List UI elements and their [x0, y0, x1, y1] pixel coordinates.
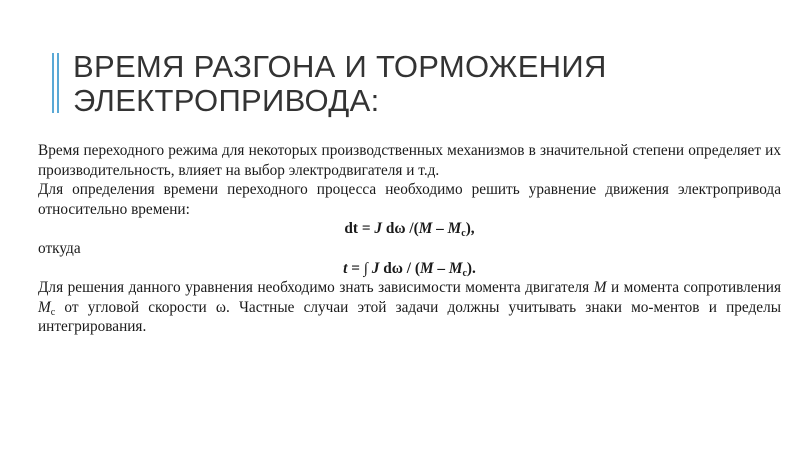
paragraph-text: и момента сопротивления: [606, 279, 781, 297]
formula-text: dt: [344, 220, 358, 238]
accent-bar: [52, 53, 54, 113]
formula-symbol-t: t: [343, 259, 348, 277]
formula-text: ).: [466, 259, 476, 277]
paragraph-text: от угловой скорости ω. Частные случаи этой задачи должны учитывать знаки мо-ментов и пределы интегрирования.: [38, 298, 781, 336]
formula-symbol-J: J: [371, 259, 380, 277]
formula-symbol-M: M: [419, 259, 434, 277]
paragraph-intro: Время переходного режима для некоторых производственных механизмов в значительной степени определяет их производительность, влияет на выбор электродвигателя и т.д.: [38, 142, 781, 179]
formula-text: ),: [465, 220, 475, 238]
paragraph-method: Для определения времени переходного процесса необходимо решить уравнение движения электропривода относительно времени:: [38, 181, 781, 218]
formula-text: dω / (: [379, 259, 420, 277]
formula-symbol-Mc: M: [447, 220, 462, 238]
paragraph-solution: [38, 278, 781, 337]
title-accent-bars: [52, 53, 60, 113]
formula-symbol-M: M: [418, 220, 433, 238]
symbol-subscript: c: [50, 306, 56, 318]
formula-dt: [38, 219, 781, 239]
formula-text: =: [358, 220, 375, 238]
formula-subscript: c: [461, 228, 466, 240]
formula-text: –: [432, 220, 448, 238]
symbol-M: M: [593, 279, 607, 297]
formula-symbol-J: J: [374, 220, 383, 238]
accent-bar: [57, 53, 59, 113]
formula-text: dω /(: [382, 220, 419, 238]
word-otkuda: откуда: [38, 239, 81, 257]
formula-symbol-Mc: M: [448, 259, 463, 277]
paragraph-text: Для решения данного уравнения необходимо знать зависимости момента двигателя: [38, 279, 594, 297]
symbol-Mc: M: [38, 298, 51, 316]
formula-t: [38, 259, 781, 279]
slide-body: [38, 141, 781, 337]
formula-text: –: [433, 259, 449, 277]
formula-text: = ∫: [347, 259, 372, 277]
formula-subscript: c: [462, 267, 467, 279]
slide-title: ВРЕМЯ РАЗГОНА И ТОРМОЖЕНИЯ ЭЛЕКТРОПРИВОДА:: [73, 49, 607, 118]
